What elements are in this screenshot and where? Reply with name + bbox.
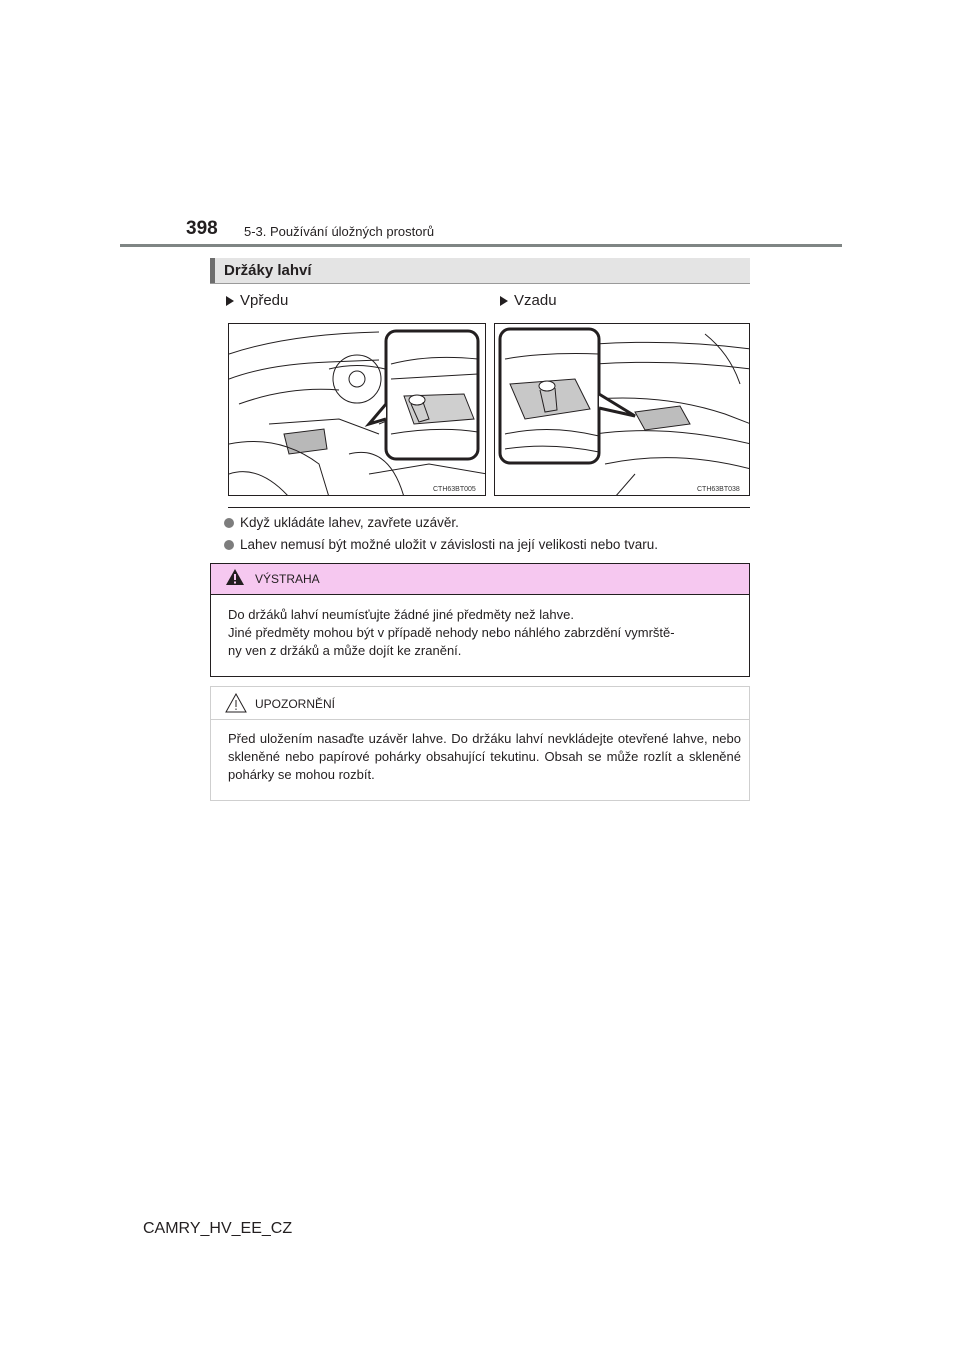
notice-box — [210, 686, 750, 801]
warning-line: Jiné předměty mohou být v případě nehody nebo náhlého zabrzdění vymrště- — [228, 625, 675, 640]
warning-header — [211, 564, 749, 595]
triangle-bullet-icon — [500, 296, 508, 306]
caution-triangle-outline-icon — [225, 693, 247, 713]
figure-label-rear — [500, 292, 557, 309]
figure-front-bottle-holder — [228, 323, 486, 496]
figure-rear-bottle-holder — [494, 323, 750, 496]
figure-label-rear-text: Vzadu — [514, 292, 557, 309]
rear-armrest-illustration — [495, 324, 750, 496]
figure-rule — [228, 507, 750, 508]
warning-box — [210, 563, 750, 677]
footer-doc-code: CAMRY_HV_EE_CZ — [143, 1220, 293, 1237]
bullet-dot-icon — [224, 540, 234, 550]
page-number: 398 — [186, 218, 218, 239]
header-rule — [120, 244, 842, 247]
chapter-title: 5-3. Používání úložných prostorů — [244, 224, 435, 239]
bullet-item — [224, 537, 658, 552]
warning-triangle-icon — [225, 568, 245, 586]
bullet-text: Když ukládáte lahev, zavřete uzávěr. — [240, 515, 459, 530]
notice-header — [211, 687, 749, 720]
figure-label-front-text: Vpředu — [240, 292, 289, 309]
warning-title: VÝSTRAHA — [255, 572, 320, 586]
bullet-dot-icon — [224, 518, 234, 528]
section-header — [210, 258, 750, 284]
warning-text — [228, 606, 741, 660]
figure-rear-code: CTH63BT038 — [697, 486, 740, 493]
bullet-text: Lahev nemusí být možné uložit v závislosti na její velikosti nebo tvaru. — [240, 537, 658, 552]
front-console-illustration — [229, 324, 486, 496]
figure-label-front — [226, 292, 288, 309]
triangle-bullet-icon — [226, 296, 234, 306]
bullet-item — [224, 515, 459, 530]
warning-line: Do držáků lahví neumísťujte žádné jiné předměty než lahve. — [228, 607, 574, 622]
warning-line: ny ven z držáků a může dojít ke zranění. — [228, 643, 462, 658]
notice-title: UPOZORNĚNÍ — [255, 697, 336, 711]
notice-text: Před uložením nasaďte uzávěr lahve. Do držáku lahví nevkládejte otevřené lahve, nebo skleněné nebo papírové pohárky obsahující tekutinu. Obsah se může rozlít a skleněné pohárky se mohou rozbít. — [228, 731, 741, 782]
section-title: Držáky lahví — [224, 262, 312, 279]
section-header-bar — [210, 258, 215, 283]
figure-front-code: CTH63BT005 — [433, 486, 476, 493]
